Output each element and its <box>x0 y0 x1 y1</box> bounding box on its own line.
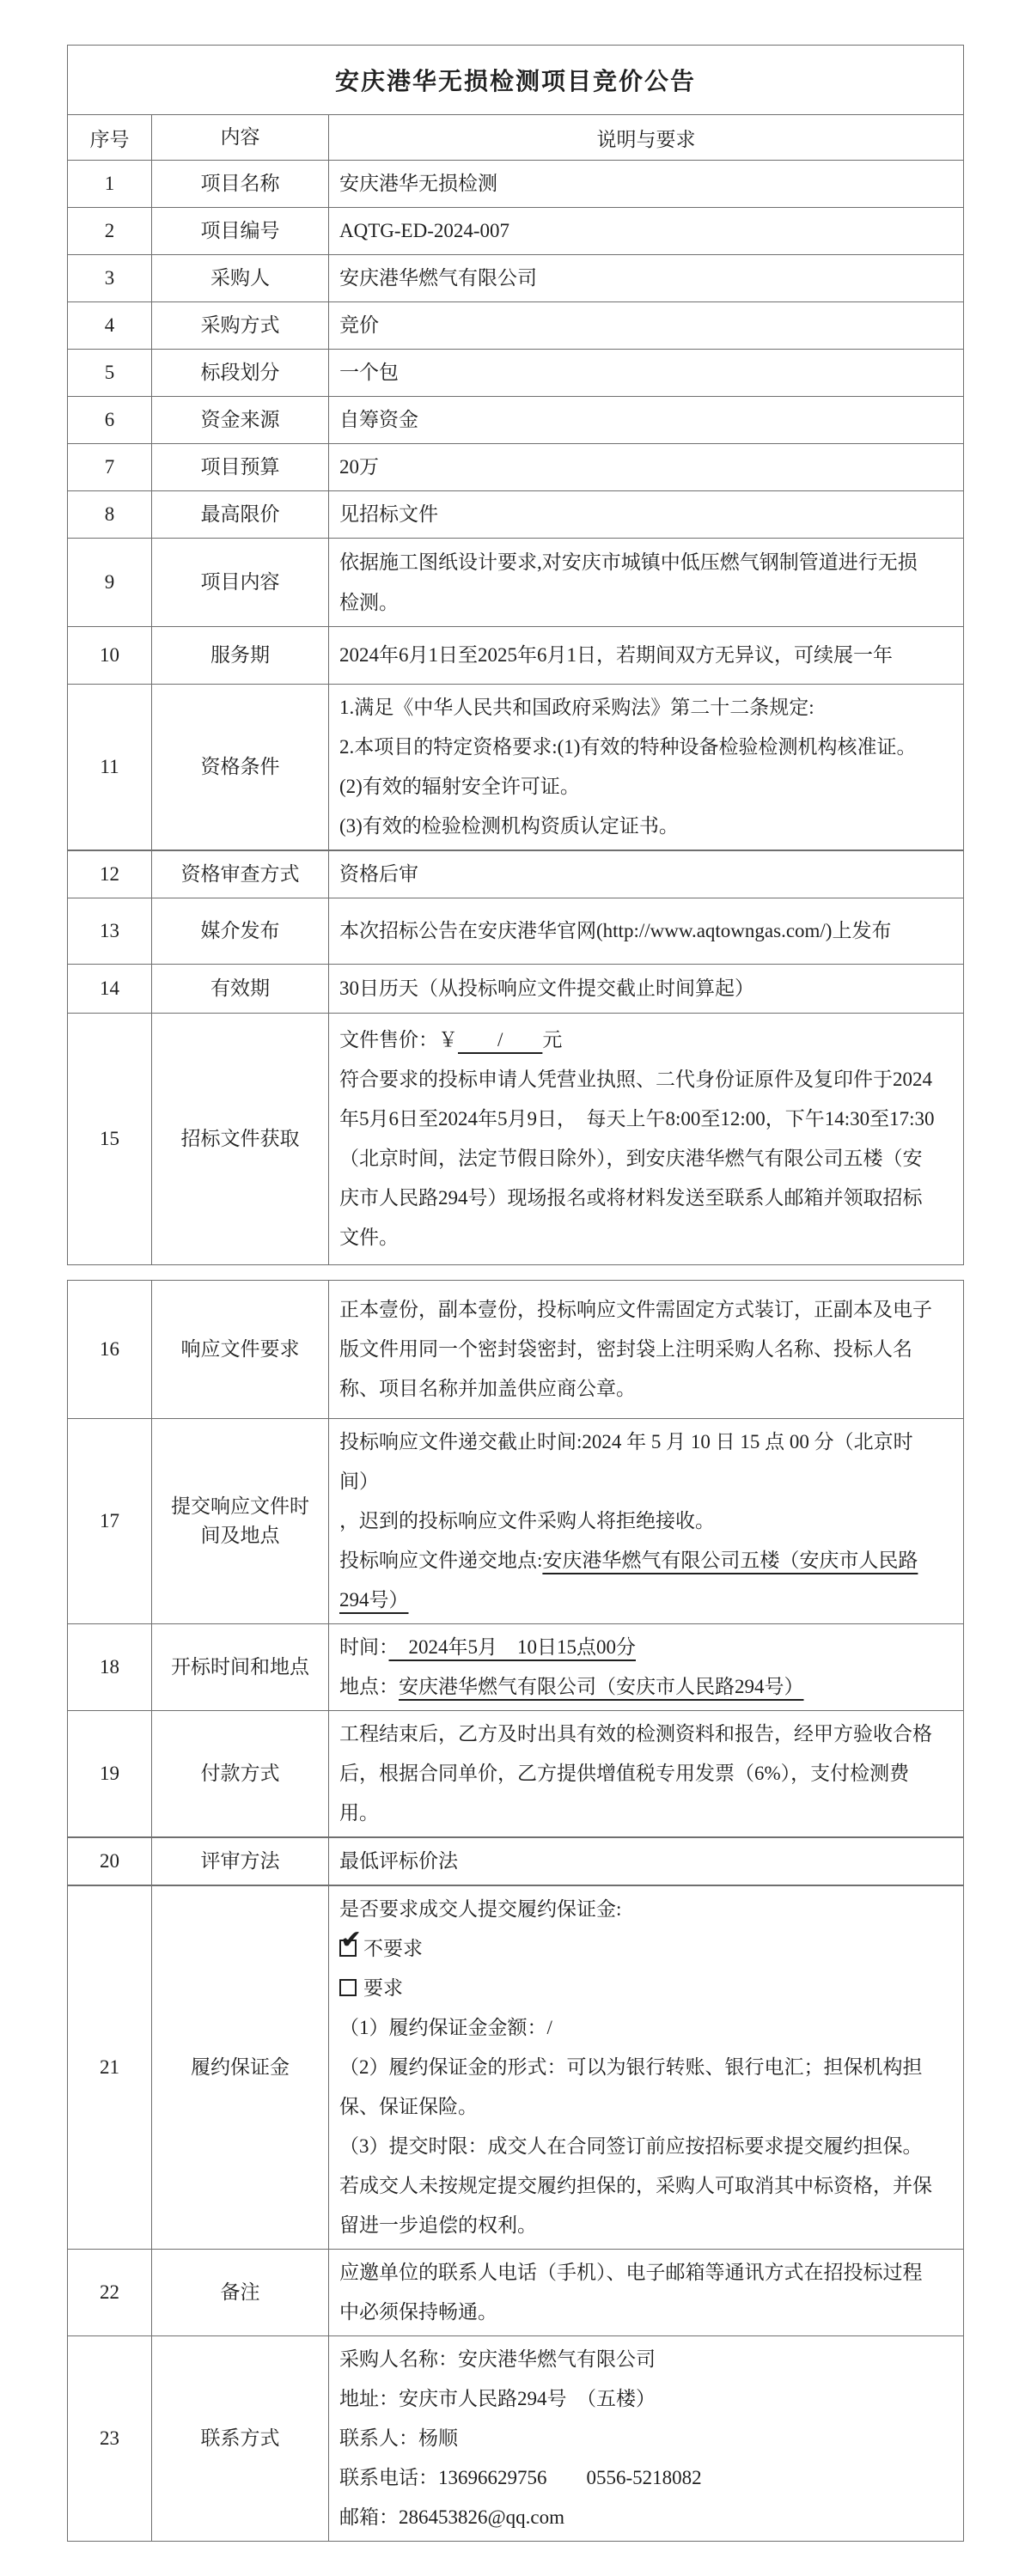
page-title: 安庆港华无损检测项目竞价公告 <box>334 69 696 95</box>
row-label-cell: 采购方式 <box>151 302 328 349</box>
row-number-cell: 20 <box>100 1850 119 1872</box>
content-line <box>339 1501 936 1541</box>
text-segment: 文件售价：￥ <box>339 1029 458 1050</box>
text-segment: AQTG-ED-2024-007 <box>339 220 510 241</box>
row-number-cell: 5 <box>104 362 115 383</box>
underlined-text: / <box>458 1029 543 1050</box>
text-segment: 安庆港华燃气有限公司 <box>339 267 537 289</box>
row-number-cell: 23 <box>100 2427 119 2449</box>
text-segment: 最低评标价法 <box>339 1850 458 1872</box>
content-line <box>339 2379 936 2419</box>
row-content-cell <box>328 1014 963 1264</box>
text-segment: 20万 <box>339 456 379 478</box>
content-line <box>339 259 936 298</box>
text-segment: 投标响应文件递交地点: <box>339 1550 543 1571</box>
content-line <box>339 728 936 767</box>
table-row <box>68 898 963 964</box>
text-segment: 资格后审 <box>339 863 418 885</box>
row-label-cell: 开标时间和地点 <box>151 1624 328 1710</box>
row-content-cell <box>328 685 963 850</box>
row-label-cell: 提交响应文件时间及地点 <box>151 1419 328 1623</box>
row-content-cell <box>328 491 963 538</box>
row-number-cell: 2 <box>104 220 115 241</box>
row-content-cell <box>328 1838 963 1885</box>
text-segment: 一个包 <box>339 362 399 383</box>
content-line <box>339 1290 936 1409</box>
table-row <box>68 1710 963 1836</box>
table-row <box>68 443 963 490</box>
row-content-cell <box>328 1886 963 2249</box>
row-number-cell: 1 <box>104 173 115 194</box>
announcement-table-part2 <box>67 1280 964 2542</box>
table-row <box>68 684 963 850</box>
content-line <box>339 1714 936 1833</box>
table-row <box>68 1836 963 1885</box>
row-content-cell <box>328 397 963 443</box>
underlined-text: 安庆港华燃气有限公司（安庆市人民路294号） <box>399 1676 804 1697</box>
row-content-cell <box>328 1419 963 1623</box>
table-row <box>68 964 963 1013</box>
content-line <box>339 1628 936 1667</box>
row-number-cell: 11 <box>100 756 119 777</box>
text-segment: 地址：安庆市人民路294号 （五楼） <box>339 2388 656 2409</box>
table-row <box>68 538 963 626</box>
content-line <box>339 495 936 534</box>
table-row <box>68 349 963 396</box>
content-line <box>339 211 936 251</box>
text-segment: 自筹资金 <box>339 409 418 430</box>
text-segment: （2）履约保证金的形式：可以为银行转账、银行电汇；担保机构担保、保证保险。 <box>339 2056 923 2117</box>
text-segment: （1）履约保证金金额：/ <box>339 2017 552 2038</box>
row-label-cell: 资格审查方式 <box>151 851 328 898</box>
text-segment: ，迟到的投标响应文件采购人将拒绝接收。 <box>339 1510 715 1532</box>
row-number-cell: 12 <box>100 863 119 885</box>
row-number-cell: 4 <box>104 314 115 336</box>
row-label-cell: 项目预算 <box>151 444 328 490</box>
text-segment: 是否要求成交人提交履约保证金: <box>339 1898 622 1920</box>
content-line <box>339 969 936 1008</box>
row-number-cell: 6 <box>104 409 115 430</box>
row-label-cell: 项目编号 <box>151 208 328 254</box>
text-segment: 联系电话：13696629756 0556-5218082 <box>339 2467 702 2488</box>
row-number-cell: 15 <box>100 1128 119 1149</box>
text-segment: (2)有效的辐射安全许可证。 <box>339 776 580 797</box>
content-line <box>339 2498 936 2537</box>
table-row <box>68 2335 963 2541</box>
text-segment: 1.满足《中华人民共和国政府采购法》第二十二条规定: <box>339 697 814 718</box>
content-line <box>339 1969 936 2008</box>
content-line <box>339 911 936 951</box>
content-line <box>339 306 936 345</box>
row-content-cell <box>328 898 963 964</box>
checkbox-unchecked-icon <box>339 1979 357 1996</box>
content-line <box>339 353 936 393</box>
column-header-no: 序号 <box>89 128 130 150</box>
underlined-text: 2024年5月 10日15点00分 <box>388 1636 636 1658</box>
content-line <box>339 2419 936 2458</box>
table-row <box>68 1281 963 1418</box>
row-content-cell <box>328 255 963 301</box>
text-segment: 不要求 <box>363 1938 423 1959</box>
table-row <box>68 490 963 538</box>
text-segment: 符合要求的投标申请人凭营业执照、二代身份证原件及复印件于2024年5月6日至2024年5月9日， 每天上午8:00至12:00，下午14:30至17:30（北京时间，法定节假日除外），到安庆港华燃气有限公司五楼（安庆市人民路294号）现场报名或将材料发送至联系人邮箱并领取招标文件。 <box>339 1069 935 1248</box>
text-segment: 联系人：杨顺 <box>339 2427 458 2449</box>
row-label-cell: 最高限价 <box>151 491 328 538</box>
content-line <box>339 2127 936 2245</box>
table-row <box>68 2249 963 2335</box>
content-line <box>339 807 936 846</box>
row-label-cell: 项目名称 <box>151 161 328 207</box>
table-row <box>68 1885 963 2249</box>
content-line <box>339 2253 936 2332</box>
row-number-cell: 7 <box>104 456 115 478</box>
table-row <box>68 1623 963 1710</box>
row-content-cell <box>328 2250 963 2335</box>
text-segment: 2024年6月1日至2025年6月1日，若期间双方无异议，可续展一年 <box>339 644 893 666</box>
row-label-cell: 采购人 <box>151 255 328 301</box>
table-header-row <box>68 114 963 160</box>
content-line <box>339 164 936 204</box>
content-line <box>339 636 936 675</box>
row-label-cell: 响应文件要求 <box>151 1281 328 1418</box>
row-number-cell: 9 <box>104 571 115 593</box>
row-label-cell: 联系方式 <box>151 2336 328 2541</box>
column-header-content: 内容 <box>151 115 328 160</box>
table-row <box>68 1418 963 1623</box>
row-label-cell: 履约保证金 <box>151 1886 328 2249</box>
content-line <box>339 1422 936 1501</box>
table-row <box>68 626 963 684</box>
row-content-cell <box>328 2336 963 2541</box>
text-segment: 采购人名称：安庆港华燃气有限公司 <box>339 2348 656 2370</box>
row-number-cell: 16 <box>100 1338 119 1360</box>
row-label-cell: 备注 <box>151 2250 328 2335</box>
row-content-cell <box>328 208 963 254</box>
row-number-cell: 10 <box>100 644 119 666</box>
content-line <box>339 2008 936 2048</box>
row-content-cell <box>328 1624 963 1710</box>
row-label-cell: 评审方法 <box>151 1838 328 1885</box>
text-segment: 本次招标公告在安庆港华官网(http://www.aqtowngas.com/)上发布 <box>339 920 892 941</box>
text-segment: 时间： <box>339 1636 389 1658</box>
announcement-table-part1 <box>67 45 964 1265</box>
row-content-cell <box>328 161 963 207</box>
text-segment: 地点： <box>339 1676 399 1697</box>
text-segment: 要求 <box>363 1977 403 1999</box>
table-row <box>68 1013 963 1264</box>
content-line <box>339 1060 936 1258</box>
table-row <box>68 301 963 349</box>
table-row <box>68 850 963 898</box>
text-segment: 正本壹份，副本壹份，投标响应文件需固定方式装订，正副本及电子版文件用同一个密封袋密封，密封袋上注明采购人名称、投标人名称、项目名称并加盖供应商公章。 <box>339 1299 932 1399</box>
content-line <box>339 2340 936 2379</box>
underlined-text: 安庆港华燃气有限公司五楼（安庆市人民路294号） <box>339 1550 918 1611</box>
row-label-cell: 服务期 <box>151 627 328 684</box>
row-content-cell <box>328 350 963 396</box>
text-segment: （3）提交时限：成交人在合同签订前应按招标要求提交履约担保。若成交人未按规定提交履约担保的，采购人可取消其中标资格，并保留进一步追偿的权利。 <box>339 2135 932 2236</box>
text-segment: (3)有效的检验检测机构资质认定证书。 <box>339 815 679 837</box>
text-segment: 工程结束后，乙方及时出具有效的检测资料和报告，经甲方验收合格后，根据合同单价，乙方提供增值税专用发票（6%），支付检测费用。 <box>339 1723 932 1824</box>
row-number-cell: 14 <box>100 977 119 999</box>
row-label-cell: 项目内容 <box>151 539 328 626</box>
text-segment: 竞价 <box>339 314 379 336</box>
row-number-cell: 3 <box>104 267 115 289</box>
row-number-cell: 19 <box>100 1763 119 1784</box>
row-content-cell <box>328 851 963 898</box>
row-number-cell: 22 <box>100 2281 119 2303</box>
content-line <box>339 1541 936 1620</box>
text-segment: 2.本项目的特定资格要求:(1)有效的特种设备检验检测机构核准证。 <box>339 736 917 758</box>
row-number-cell: 18 <box>100 1656 119 1678</box>
text-segment: 30日历天（从投标响应文件提交截止时间算起） <box>339 977 754 999</box>
content-line <box>339 688 936 728</box>
row-label-cell: 资格条件 <box>151 685 328 850</box>
content-line <box>339 2048 936 2127</box>
row-number-cell: 13 <box>100 920 119 941</box>
checkbox-checked-icon: ✔ <box>340 1925 363 1955</box>
text-segment: 应邀单位的联系人电话（手机）、电子邮箱等通讯方式在招投标过程中必须保持畅通。 <box>339 2262 923 2323</box>
content-line <box>339 767 936 807</box>
content-line <box>339 1667 936 1707</box>
table-row <box>68 207 963 254</box>
text-segment: 邮箱：286453826@qq.com <box>339 2506 565 2528</box>
table-row <box>68 160 963 207</box>
table-row <box>68 396 963 443</box>
table-title-row <box>68 46 963 114</box>
row-number-cell: 17 <box>100 1510 119 1532</box>
content-line <box>339 1925 936 1969</box>
row-content-cell <box>328 1711 963 1836</box>
content-line <box>339 2458 936 2498</box>
content-line <box>339 1020 936 1060</box>
content-line <box>339 1842 936 1881</box>
row-label-cell: 标段划分 <box>151 350 328 396</box>
row-label-cell: 资金来源 <box>151 397 328 443</box>
row-label-cell: 有效期 <box>151 965 328 1013</box>
text-segment: 元 <box>542 1029 563 1050</box>
row-number-cell: 8 <box>104 503 115 525</box>
text-segment: 投标响应文件递交截止时间:2024 年 5 月 10 日 15 点 00 分（北京时间） <box>339 1431 913 1492</box>
row-content-cell <box>328 627 963 684</box>
row-number-cell: 21 <box>100 2056 119 2078</box>
text-segment: 安庆港华无损检测 <box>339 173 497 194</box>
table-row <box>68 254 963 301</box>
row-label-cell: 招标文件获取 <box>151 1014 328 1264</box>
content-line <box>339 542 936 623</box>
content-line <box>339 1890 936 1929</box>
row-content-cell <box>328 302 963 349</box>
content-line <box>339 400 936 440</box>
text-segment: 见招标文件 <box>339 503 438 525</box>
text-segment: 依据施工图纸设计要求,对安庆市城镇中低压燃气钢制管道进行无损检测。 <box>339 551 918 613</box>
content-line <box>339 448 936 487</box>
row-content-cell <box>328 1281 963 1418</box>
row-label-cell: 媒介发布 <box>151 898 328 964</box>
column-header-desc: 说明与要求 <box>328 115 963 160</box>
row-content-cell <box>328 965 963 1013</box>
row-content-cell <box>328 539 963 626</box>
content-line <box>339 855 936 894</box>
row-label-cell: 付款方式 <box>151 1711 328 1836</box>
row-content-cell <box>328 444 963 490</box>
